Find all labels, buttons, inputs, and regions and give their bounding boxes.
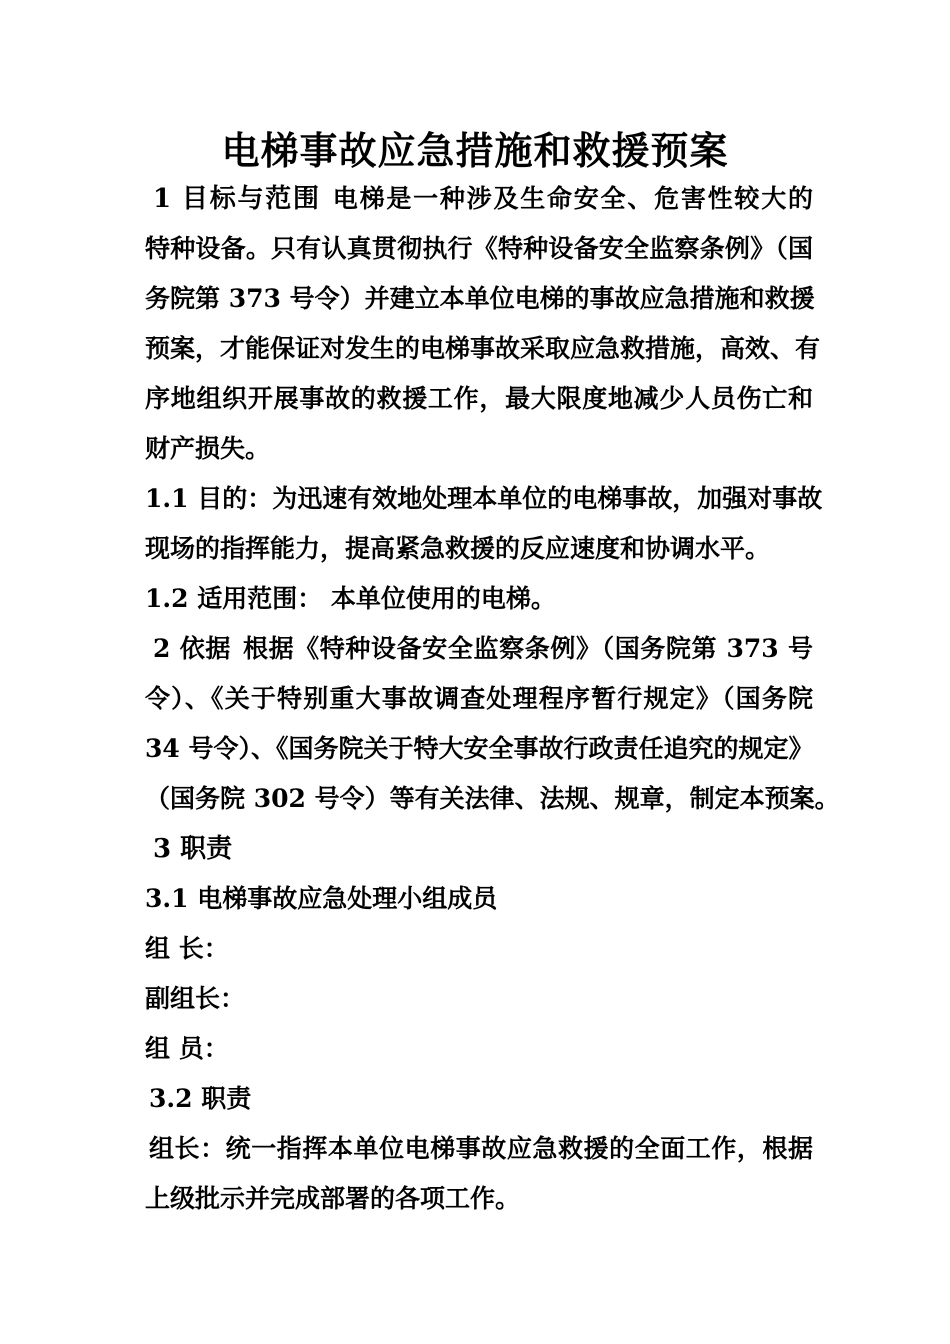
section-1-text-line-2: 特种设备。只有认真贯彻执行《特种设备安全监察条例》（国: [145, 234, 813, 263]
document-body: [145, 174, 840, 1224]
section-1-text-line-4: 预案，才能保证对发生的电梯事故采取应急救措施，高效、有: [145, 334, 821, 363]
document-title: 电梯事故应急措施和救援预案: [221, 128, 729, 173]
section-3-2-line-2: 上级批示并完成部署的各项工作。: [145, 1184, 521, 1213]
section-2-text-line-1: 根据《特种设备安全监察条例》（国务院第 373 号: [242, 634, 813, 663]
section-1-text-line-5: 序地组织开展事故的救援工作，最大限度地减少人员伤亡和: [145, 384, 813, 413]
deputy-leader-field: 副组长：: [145, 984, 246, 1013]
section-2-text-line-2: 令）、《关于特别重大事故调查处理程序暂行规定》（国务院: [145, 684, 813, 713]
section-1-1-line-2: 现场的指挥能力，提高紧急救援的反应速度和协调水平。: [145, 534, 771, 563]
section-2-text-line-4: （国务院 302 号令）等有关法律、法规、规章，制定本预案。: [145, 784, 840, 813]
section-1-first-line: [145, 174, 813, 224]
section-1-text-line-1: 电梯是一种涉及生命安全、危害性较大的: [332, 184, 813, 213]
section-1-heading: 1 目标与范围: [153, 184, 321, 214]
section-3-2-line-1: 组长：统一指挥本单位电梯事故应急救援的全面工作，根据: [149, 1134, 813, 1163]
section-1-1-line-1: 1.1 目的：为迅速有效地处理本单位的电梯事故，加强对事故: [145, 484, 823, 513]
section-3-2-heading: 3.2 职责: [149, 1084, 252, 1113]
section-3-heading: 3 职责: [153, 834, 233, 864]
section-2-first-line: [145, 624, 813, 674]
section-1-text-line-6: 财产损失。: [145, 434, 271, 463]
section-1-text-line-3: 务院第 373 号令）并建立本单位电梯的事故应急措施和救援: [145, 284, 815, 313]
leader-field: 组 长：: [145, 934, 229, 963]
member-field: 组 员：: [145, 1034, 229, 1063]
section-3-1-heading: 3.1 电梯事故应急处理小组成员: [145, 884, 498, 913]
section-2-text-line-3: 34 号令）、《国务院关于特大安全事故行政责任追究的规定》: [145, 734, 814, 763]
section-1-2-line: 1.2 适用范围： 本单位使用的电梯。: [145, 584, 556, 613]
section-2-heading: 2 依据: [153, 634, 231, 663]
